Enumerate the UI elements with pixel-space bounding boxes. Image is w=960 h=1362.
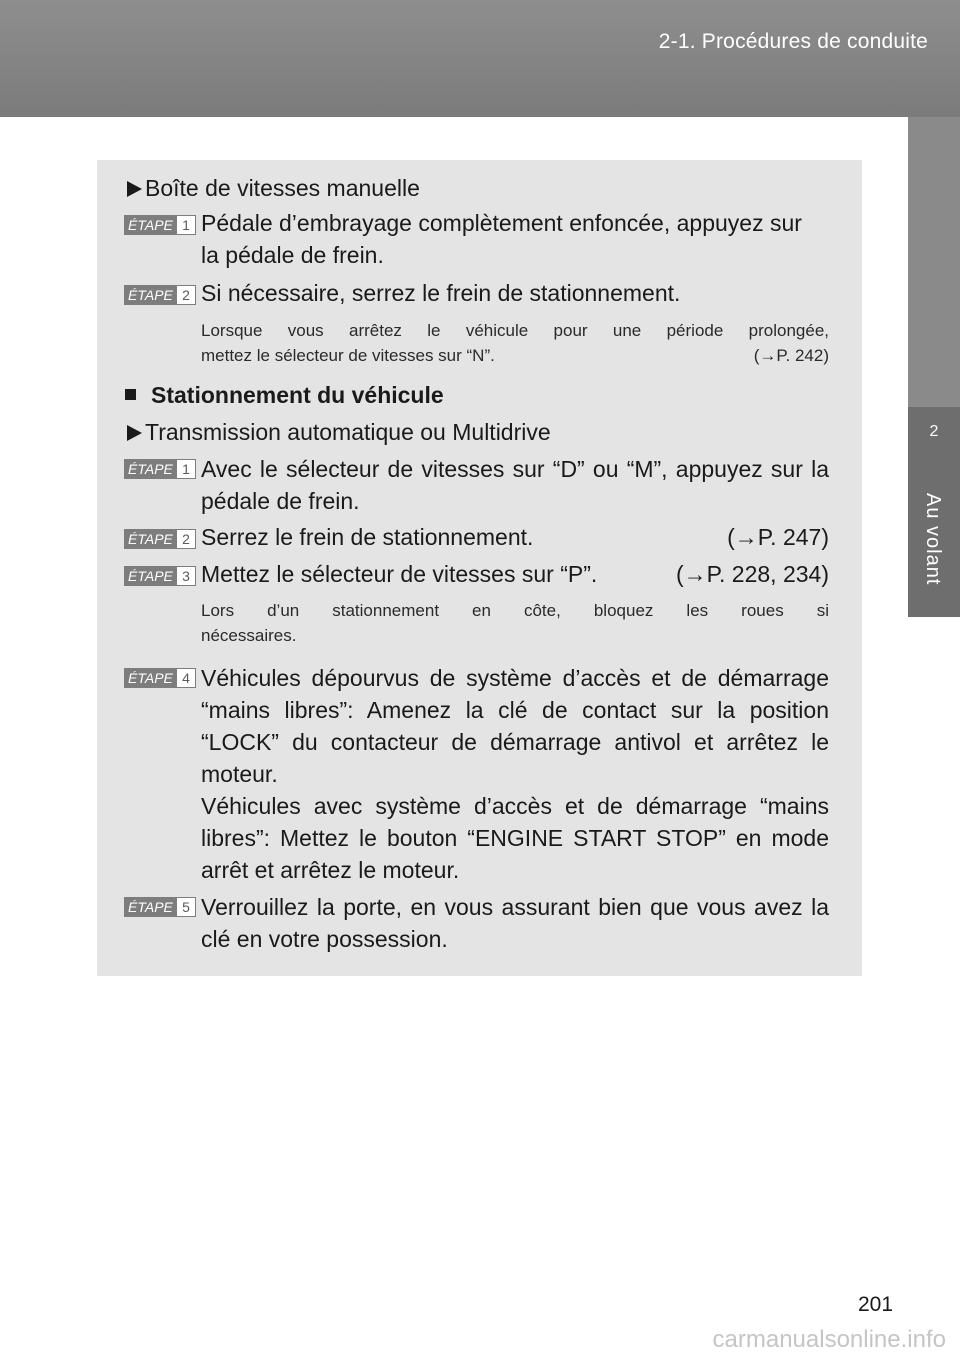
- page-number: 201: [858, 1293, 894, 1316]
- arrow-right-icon: [127, 425, 142, 441]
- square-bullet-icon: [125, 389, 136, 400]
- parking-step-2-text: Serrez le frein de stationnement. (→P. 247): [201, 521, 829, 553]
- header-bar: [0, 0, 960, 117]
- manual-note: Lorsque vous arrêtez le véhicule pour une période prolongée, mettez le sélecteur de vitesses sur “N”. (→P. 242): [201, 318, 829, 368]
- arrow-right-icon: [127, 181, 142, 197]
- manual-step-2-text: Si nécessaire, serrez le frein de stationnement.: [201, 280, 681, 306]
- page-reference: (→P. 247): [727, 524, 829, 550]
- watermark: carmanualsonline.info: [712, 1326, 946, 1353]
- step-badge: ÉTAPE 3: [124, 566, 196, 586]
- parking-heading-row: [125, 379, 444, 411]
- step-badge: ÉTAPE 2: [124, 285, 196, 305]
- step-badge: ÉTAPE 2: [124, 529, 196, 549]
- step-badge: ÉTAPE 4: [124, 668, 196, 688]
- manual-title-row: [127, 172, 420, 204]
- step-badge: ÉTAPE 1: [124, 459, 196, 479]
- manual-step-1-text: Pédale d’embrayage complètement enfoncée, appuyez sur la pédale de frein.: [201, 210, 802, 268]
- parking-subtitle: Transmission automatique ou Multidrive: [145, 419, 551, 445]
- parking-step-1-text: Avec le sélecteur de vitesses sur “D” ou “M”, appuyez sur la pédale de frein.: [201, 456, 829, 514]
- parking-step-4-text: Véhicules dépourvus de système d’accès et de démarrage “mains libres”: Amenez la clé de contact sur la position “LOCK” du contacteur de démarrage antivol et arrêtez le moteur. Véhicules avec système d’accès et de démarrage “mains libres”: Mettez le bouton “ENGINE START STOP” en mode arrêt et arrêtez le moteur.: [201, 665, 829, 883]
- page-reference: (→P. 228, 234): [675, 561, 829, 587]
- section-title: 2-1. Procédures de conduite: [658, 30, 928, 53]
- content-box: [97, 160, 862, 976]
- manual-title: Boîte de vitesses manuelle: [145, 175, 420, 201]
- chapter-number: 2: [929, 423, 939, 440]
- parking-heading: Stationnement du véhicule: [151, 382, 444, 408]
- step-badge: ÉTAPE 1: [124, 215, 196, 235]
- chapter-label: Au volant: [922, 493, 944, 586]
- page-reference: (→P. 242): [753, 346, 829, 365]
- parking-note: Lors d’un stationnement en côte, bloquez les roues si nécessaires.: [201, 601, 829, 645]
- parking-step-3-text: Mettez le sélecteur de vitesses sur “P”. (→P. 228, 234): [201, 558, 829, 590]
- step-badge: ÉTAPE 5: [124, 897, 196, 917]
- parking-subtitle-row: [127, 416, 551, 448]
- chapter-tab: [908, 407, 960, 617]
- side-tab-upper: [908, 117, 960, 407]
- parking-step-5-text: Verrouillez la porte, en vous assurant bien que vous avez la clé en votre possession.: [201, 894, 829, 952]
